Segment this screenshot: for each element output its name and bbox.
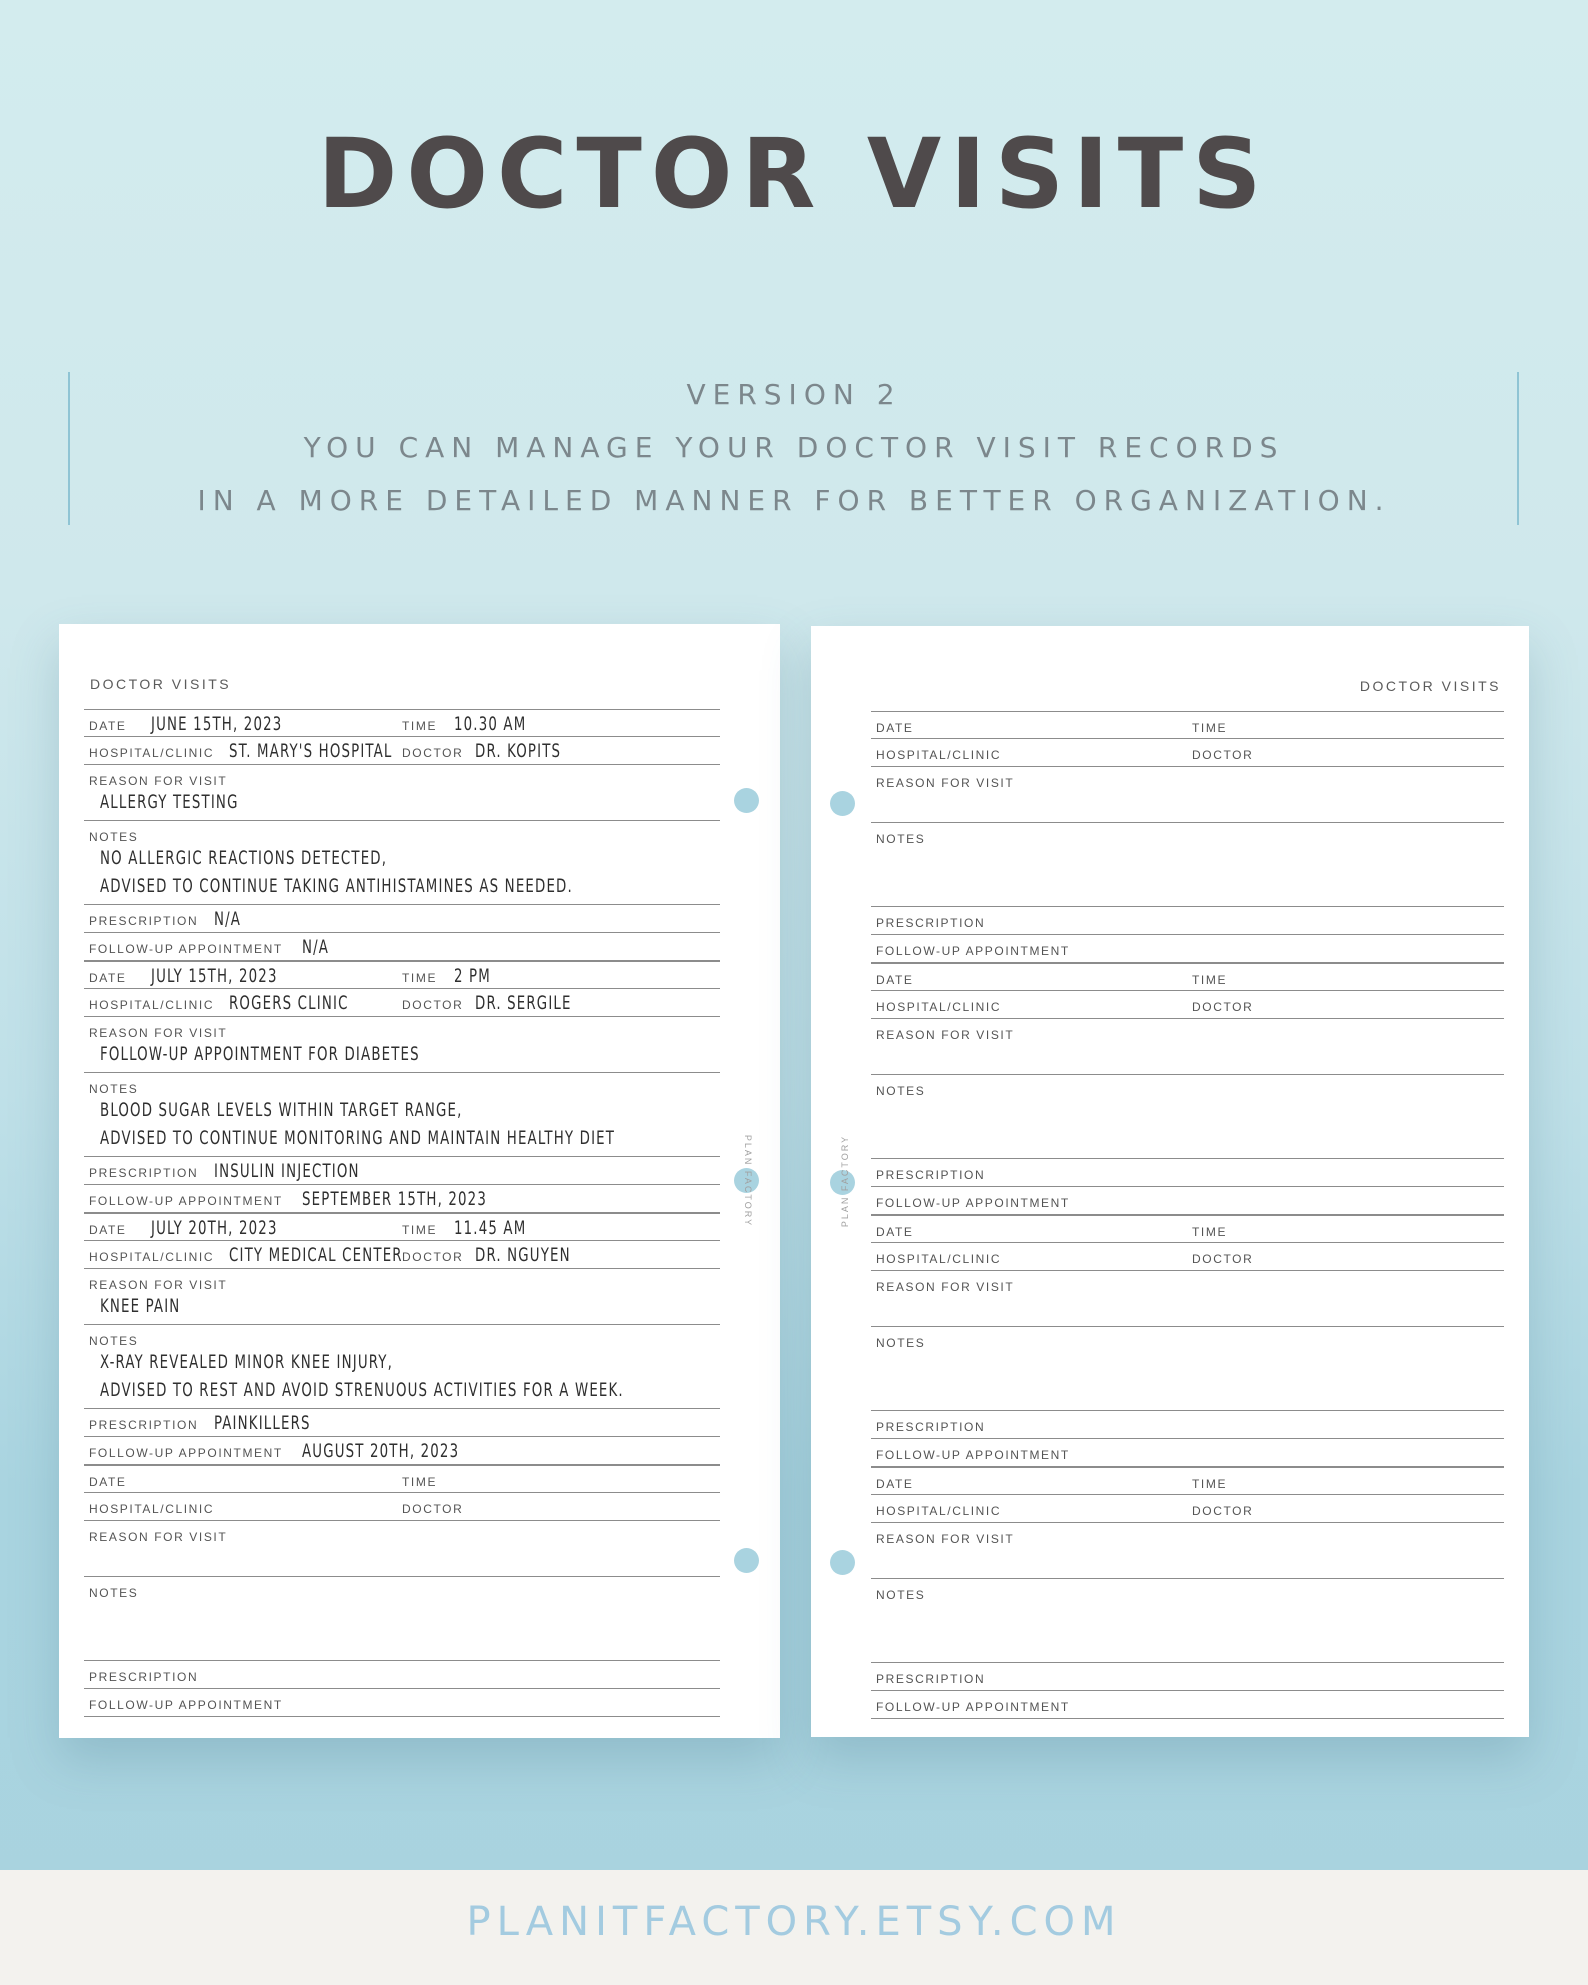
description-line-2: IN A MORE DETAILED MANNER FOR BETTER ORGANIZATION. <box>197 484 1391 517</box>
time-label: TIME <box>402 971 438 985</box>
hospital-value[interactable]: CITY MEDICAL CENTER <box>229 1244 403 1266</box>
hospital-label: HOSPITAL/CLINIC <box>876 1504 1002 1518</box>
doctor-value[interactable]: DR. NGUYEN <box>475 1244 571 1266</box>
reason-label: REASON FOR VISIT <box>876 1280 1015 1294</box>
visit-list <box>84 709 720 1717</box>
hospital-label: HOSPITAL/CLINIC <box>876 1000 1002 1014</box>
follow-up-row <box>871 1439 1504 1467</box>
hospital-label: HOSPITAL/CLINIC <box>89 998 215 1012</box>
date-value[interactable]: JULY 15TH, 2023 <box>151 965 278 987</box>
date-time-row <box>871 963 1504 991</box>
follow-up-label: FOLLOW-UP APPOINTMENT <box>89 1194 283 1208</box>
follow-up-row <box>871 1187 1504 1215</box>
notes-line-1[interactable]: X-RAY REVEALED MINOR KNEE INJURY, <box>100 1351 393 1373</box>
visit-record <box>84 1465 720 1717</box>
hospital-doctor-row <box>84 1493 720 1521</box>
time-label: TIME <box>402 719 438 733</box>
prescription-label: PRESCRIPTION <box>876 1420 986 1434</box>
date-label: DATE <box>89 1223 127 1237</box>
date-label: DATE <box>876 1477 914 1491</box>
reason-label: REASON FOR VISIT <box>89 1026 228 1040</box>
prescription-label: PRESCRIPTION <box>89 1418 199 1432</box>
follow-up-row <box>84 1185 720 1213</box>
page-title: DOCTOR VISITS <box>90 676 232 692</box>
notes-row <box>84 821 720 905</box>
date-time-row <box>871 711 1504 739</box>
visit-record <box>84 1213 720 1465</box>
date-label: DATE <box>89 971 127 985</box>
notes-row <box>871 1327 1504 1411</box>
left-planner-page <box>59 624 780 1738</box>
reason-label: REASON FOR VISIT <box>876 1532 1015 1546</box>
description-line-1: YOU CAN MANAGE YOUR DOCTOR VISIT RECORDS <box>303 431 1285 464</box>
follow-up-label: FOLLOW-UP APPOINTMENT <box>876 1700 1070 1714</box>
notes-line-2[interactable]: ADVISED TO CONTINUE MONITORING AND MAINTAIN HEALTHY DIET <box>100 1127 616 1149</box>
hospital-doctor-row <box>871 739 1504 767</box>
prescription-row <box>84 1409 720 1437</box>
footer-url[interactable]: PLANITFACTORY.ETSY.COM <box>466 1899 1122 1945</box>
reason-row <box>871 767 1504 823</box>
prescription-row <box>871 1663 1504 1691</box>
prescription-row <box>84 1661 720 1689</box>
reason-row <box>84 1017 720 1073</box>
time-label: TIME <box>1192 721 1228 735</box>
notes-label: NOTES <box>89 1586 139 1600</box>
hospital-doctor-row <box>84 989 720 1017</box>
version-label: VERSION 2 <box>686 378 902 411</box>
date-label: DATE <box>876 721 914 735</box>
time-value[interactable]: 2 PM <box>454 965 491 987</box>
notes-label: NOTES <box>89 1082 139 1096</box>
prescription-label: PRESCRIPTION <box>876 1168 986 1182</box>
reason-label: REASON FOR VISIT <box>89 1278 228 1292</box>
follow-up-row <box>871 935 1504 963</box>
date-time-row <box>871 1215 1504 1243</box>
hospital-value[interactable]: ROGERS CLINIC <box>229 992 349 1014</box>
doctor-label: DOCTOR <box>402 1250 464 1264</box>
follow-up-label: FOLLOW-UP APPOINTMENT <box>89 942 283 956</box>
follow-up-value[interactable]: N/A <box>302 936 330 958</box>
hospital-doctor-row <box>871 1495 1504 1523</box>
doctor-label: DOCTOR <box>1192 1000 1254 1014</box>
visit-record <box>84 961 720 1213</box>
date-label: DATE <box>89 1475 127 1489</box>
prescription-row <box>84 905 720 933</box>
reason-value[interactable]: KNEE PAIN <box>100 1295 181 1317</box>
hospital-doctor-row <box>871 1243 1504 1271</box>
binder-hole <box>830 791 855 816</box>
prescription-label: PRESCRIPTION <box>89 1166 199 1180</box>
hospital-label: HOSPITAL/CLINIC <box>876 1252 1002 1266</box>
date-label: DATE <box>876 1225 914 1239</box>
doctor-label: DOCTOR <box>402 998 464 1012</box>
time-label: TIME <box>1192 1225 1228 1239</box>
notes-line-2[interactable]: ADVISED TO REST AND AVOID STRENUOUS ACTIVITIES FOR A WEEK. <box>100 1379 624 1401</box>
hospital-doctor-row <box>84 1241 720 1269</box>
hospital-doctor-row <box>84 737 720 765</box>
reason-row <box>84 765 720 821</box>
doctor-value[interactable]: DR. KOPITS <box>475 740 562 762</box>
reason-label: REASON FOR VISIT <box>89 1530 228 1544</box>
hospital-value[interactable]: ST. MARY'S HOSPITAL <box>229 740 393 762</box>
notes-label: NOTES <box>876 1588 926 1602</box>
notes-row <box>871 1579 1504 1663</box>
notes-row <box>84 1073 720 1157</box>
page-title: DOCTOR VISITS <box>1359 678 1501 694</box>
notes-label: NOTES <box>89 830 139 844</box>
notes-line-2[interactable]: ADVISED TO CONTINUE TAKING ANTIHISTAMINES AS NEEDED. <box>100 875 573 897</box>
brand-vertical-text: PLAN FACTORY <box>743 1134 753 1228</box>
follow-up-label: FOLLOW-UP APPOINTMENT <box>876 944 1070 958</box>
reason-row <box>84 1521 720 1577</box>
binder-hole <box>830 1550 855 1575</box>
date-time-row <box>84 1213 720 1241</box>
date-time-row <box>84 961 720 989</box>
reason-row <box>871 1271 1504 1327</box>
prescription-label: PRESCRIPTION <box>89 914 199 928</box>
follow-up-value[interactable]: SEPTEMBER 15TH, 2023 <box>302 1188 487 1210</box>
notes-line-1[interactable]: BLOOD SUGAR LEVELS WITHIN TARGET RANGE, <box>100 1099 463 1121</box>
reason-label: REASON FOR VISIT <box>89 774 228 788</box>
time-label: TIME <box>1192 973 1228 987</box>
follow-up-label: FOLLOW-UP APPOINTMENT <box>89 1698 283 1712</box>
hospital-label: HOSPITAL/CLINIC <box>89 746 215 760</box>
reason-row <box>84 1269 720 1325</box>
date-value[interactable]: JUNE 15TH, 2023 <box>151 713 283 735</box>
hospital-label: HOSPITAL/CLINIC <box>89 1250 215 1264</box>
prescription-row <box>871 907 1504 935</box>
hospital-doctor-row <box>871 991 1504 1019</box>
prescription-row <box>871 1411 1504 1439</box>
binder-hole <box>734 788 759 813</box>
follow-up-row <box>84 1689 720 1717</box>
prescription-value[interactable]: N/A <box>214 908 242 930</box>
reason-row <box>871 1019 1504 1075</box>
date-label: DATE <box>876 973 914 987</box>
notes-label: NOTES <box>876 1084 926 1098</box>
visit-list <box>871 711 1504 1719</box>
binder-hole <box>734 1548 759 1573</box>
prescription-label: PRESCRIPTION <box>876 916 986 930</box>
reason-value[interactable]: FOLLOW-UP APPOINTMENT FOR DIABETES <box>100 1043 420 1065</box>
prescription-label: PRESCRIPTION <box>89 1670 199 1684</box>
visit-record <box>871 1215 1504 1467</box>
follow-up-row <box>871 1691 1504 1719</box>
prescription-row <box>84 1157 720 1185</box>
doctor-label: DOCTOR <box>402 746 464 760</box>
follow-up-label: FOLLOW-UP APPOINTMENT <box>876 1196 1070 1210</box>
notes-label: NOTES <box>876 832 926 846</box>
doctor-label: DOCTOR <box>1192 1504 1254 1518</box>
follow-up-value[interactable]: AUGUST 20TH, 2023 <box>302 1440 460 1462</box>
reason-row <box>871 1523 1504 1579</box>
notes-label: NOTES <box>89 1334 139 1348</box>
hospital-label: HOSPITAL/CLINIC <box>89 1502 215 1516</box>
reason-value[interactable]: ALLERGY TESTING <box>100 791 239 813</box>
prescription-value[interactable]: PAINKILLERS <box>214 1412 311 1434</box>
doctor-label: DOCTOR <box>1192 1252 1254 1266</box>
notes-line-1[interactable]: NO ALLERGIC REACTIONS DETECTED, <box>100 847 388 869</box>
visit-record <box>84 709 720 961</box>
visit-record <box>871 963 1504 1215</box>
doctor-label: DOCTOR <box>402 1502 464 1516</box>
prescription-row <box>871 1159 1504 1187</box>
notes-row <box>871 1075 1504 1159</box>
date-value[interactable]: JULY 20TH, 2023 <box>151 1217 278 1239</box>
prescription-value[interactable]: INSULIN INJECTION <box>214 1160 360 1182</box>
follow-up-row <box>84 1437 720 1465</box>
doctor-label: DOCTOR <box>1192 748 1254 762</box>
date-time-row <box>84 709 720 737</box>
time-value[interactable]: 10.30 AM <box>454 713 527 735</box>
follow-up-label: FOLLOW-UP APPOINTMENT <box>876 1448 1070 1462</box>
notes-label: NOTES <box>876 1336 926 1350</box>
date-label: DATE <box>89 719 127 733</box>
date-time-row <box>871 1467 1504 1495</box>
follow-up-row <box>84 933 720 961</box>
notes-row <box>84 1577 720 1661</box>
reason-label: REASON FOR VISIT <box>876 1028 1015 1042</box>
time-label: TIME <box>402 1223 438 1237</box>
brand-vertical-text: PLAN FACTORY <box>840 1134 850 1228</box>
notes-row <box>871 823 1504 907</box>
visit-record <box>871 1467 1504 1719</box>
time-label: TIME <box>1192 1477 1228 1491</box>
time-value[interactable]: 11.45 AM <box>454 1217 527 1239</box>
date-time-row <box>84 1465 720 1493</box>
notes-row <box>84 1325 720 1409</box>
main-title: DOCTOR VISITS <box>317 118 1271 230</box>
doctor-value[interactable]: DR. SERGILE <box>475 992 572 1014</box>
reason-label: REASON FOR VISIT <box>876 776 1015 790</box>
hospital-label: HOSPITAL/CLINIC <box>876 748 1002 762</box>
follow-up-label: FOLLOW-UP APPOINTMENT <box>89 1446 283 1460</box>
visit-record <box>871 711 1504 963</box>
prescription-label: PRESCRIPTION <box>876 1672 986 1686</box>
time-label: TIME <box>402 1475 438 1489</box>
right-planner-page <box>811 626 1529 1737</box>
